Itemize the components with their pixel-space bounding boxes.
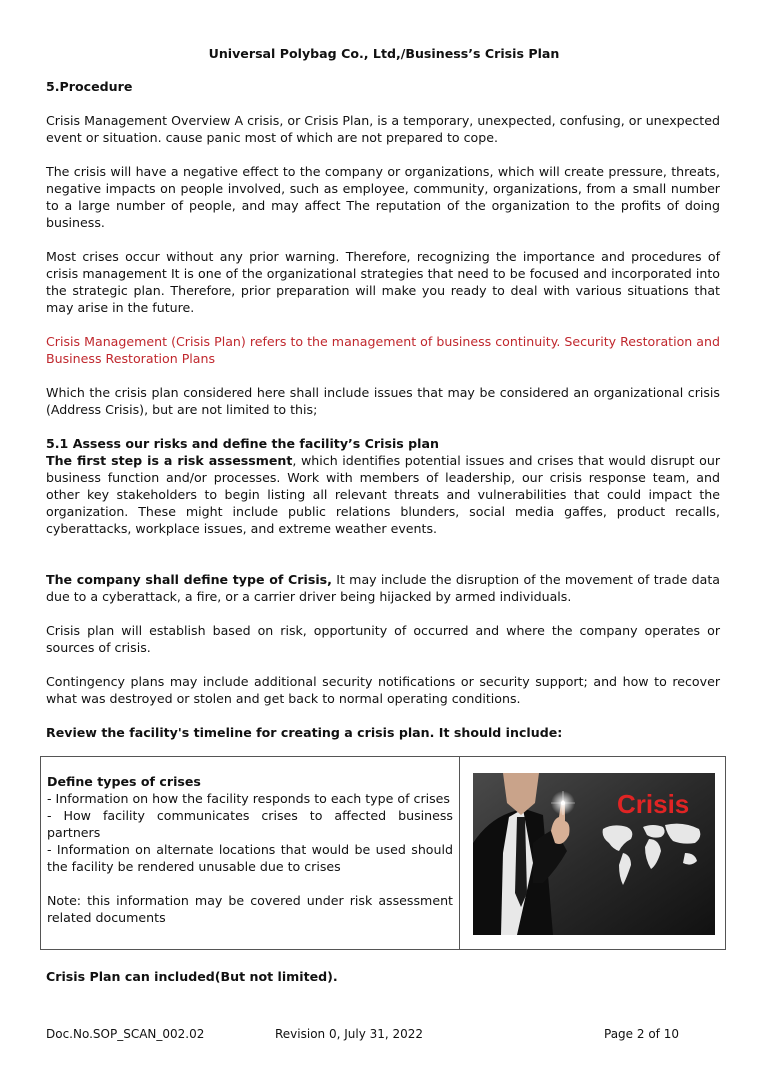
- crisis-types-table: [40, 756, 726, 950]
- paragraph-crisis-type: [46, 571, 720, 605]
- page-number: Page 2 of 10: [604, 1027, 679, 1041]
- risk-assessment-text: , which identifies potential issues and crises that would disrupt our business function and/or processes. Work with members of leadership, our crisis response team, and other key stakeholders to begin listing all relevant threats and vulnerabilities that could impact the organization. These might include public relations blunders, social media gaffes, product recalls, cyberattacks, workplace issues, and extreme weather events.: [46, 453, 720, 536]
- section-title: 5.Procedure: [46, 79, 133, 94]
- crisis-types-note: Note: this information may be covered under risk assessment related documents: [47, 893, 453, 925]
- paragraph-prior-warning: Most crises occur without any prior warning. Therefore, recognizing the importance and procedures of crisis management It is one of the organizational strategies that need to be focused and incorporated into the strategic plan. Therefore, prior preparation will make you ready to deal with various situations that may arise in the future.: [46, 249, 720, 315]
- revision-date: Revision 0, July 31, 2022: [275, 1027, 424, 1041]
- closing-title: Crisis Plan can included(But not limited).: [46, 969, 338, 984]
- document-body: [46, 78, 720, 741]
- paragraph-contingency: Contingency plans may include additional security notifications or security support; and how to recover what was destroyed or stolen and get back to normal operating conditions.: [46, 674, 720, 706]
- crisis-types-cell: [41, 757, 459, 949]
- paragraph-scope: Which the crisis plan considered here shall include issues that may be considered an organizational crisis (Address Crisis), but are not limited to this;: [46, 385, 720, 417]
- paragraph-risk-assessment: [46, 452, 720, 537]
- crisis-types-title: Define types of crises: [47, 774, 201, 789]
- paragraph-plan-basis: Crisis plan will establish based on risk, opportunity of occurred and where the company operates or sources of crisis.: [46, 623, 720, 655]
- crisis-word: Crisis: [617, 789, 690, 819]
- crisis-image: [473, 773, 715, 935]
- crisis-types-item: - Information on alternate locations that would be used should the facility be rendered unusable due to crises: [47, 842, 453, 874]
- table-divider: [459, 757, 460, 949]
- subsection-title: 5.1 Assess our risks and define the facility’s Crisis plan: [46, 436, 439, 451]
- crisis-type-lead: The company shall define type of Crisis,: [46, 572, 332, 587]
- doc-number: Doc.No.SOP_SCAN_002.02: [46, 1027, 205, 1041]
- page-header: Universal Polybag Co., Ltd,/Business’s Crisis Plan: [208, 46, 560, 61]
- timeline-title: Review the facility's timeline for creating a crisis plan. It should include:: [46, 725, 563, 740]
- businessman-crisis-illustration: [473, 773, 715, 935]
- paragraph-negative-effect: The crisis will have a negative effect to the company or organizations, which will create pressure, threats, negative impacts on people involved, such as employee, community, organizations, from a small number to a large number of people, and may affect The reputation of the organization to the profits of doing business.: [46, 164, 720, 230]
- crisis-type-text: It may include the disruption of the movement of trade data due to a cyberattack, a fire, or a carrier driver being hijacked by armed individuals.: [46, 572, 720, 604]
- crisis-types-item: - Information on how the facility responds to each type of crises: [47, 791, 450, 806]
- paragraph-overview: Crisis Management Overview A crisis, or Crisis Plan, is a temporary, unexpected, confusing, or unexpected event or situation. cause panic most of which are not prepared to cope.: [46, 113, 720, 145]
- crisis-types-item: - How facility communicates crises to affected business partners: [47, 808, 453, 840]
- paragraph-crisis-definition: Crisis Management (Crisis Plan) refers to the management of business continuity. Security Restoration and Business Restoration Plans: [46, 334, 720, 366]
- risk-assessment-lead: The first step is a risk assessment: [46, 453, 293, 468]
